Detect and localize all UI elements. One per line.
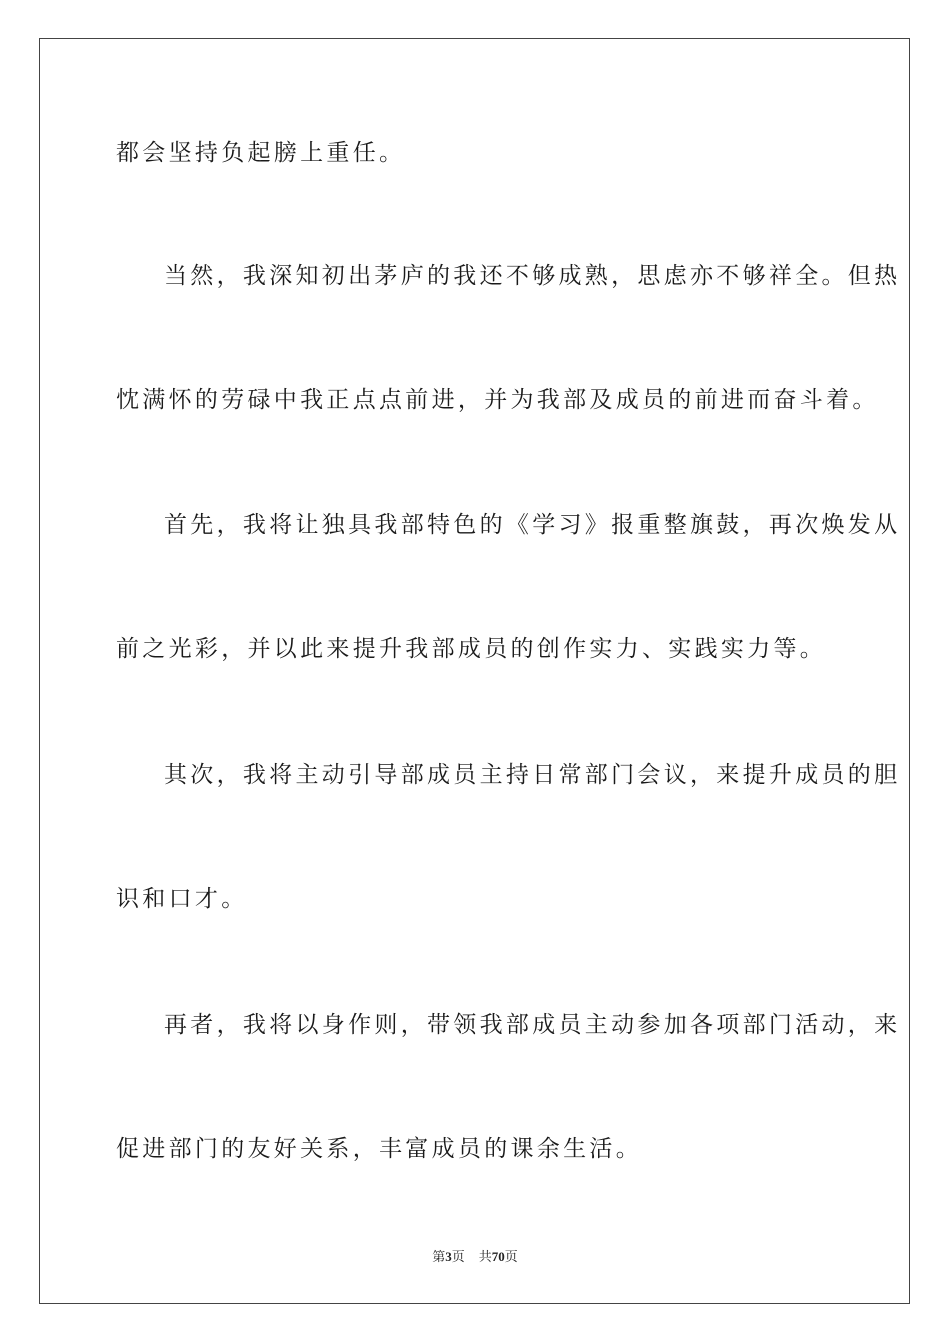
footer-total-pages: 70: [491, 1249, 505, 1264]
paragraph-line-3: 忱满怀的劳碌中我正点点前进，并为我部及成员的前进而奋斗着。: [116, 387, 879, 413]
footer-page-prefix: 第: [432, 1249, 446, 1264]
page-footer: [0, 1248, 950, 1266]
paragraph-line-5: 前之光彩，并以此来提升我部成员的创作实力、实践实力等。: [116, 636, 827, 662]
paragraph-line-8: 再者，我将以身作则，带领我部成员主动参加各项部门活动，来: [164, 1012, 901, 1038]
footer-page-suffix: 页: [451, 1249, 465, 1264]
paragraph-line-1: 都会坚持负起膀上重任。: [116, 140, 406, 166]
footer-total-suffix: 页: [504, 1249, 518, 1264]
page-border: [39, 38, 910, 1304]
footer-page-number: 3: [445, 1249, 452, 1264]
footer-total-prefix: 共: [478, 1249, 492, 1264]
paragraph-line-7: 识和口才。: [116, 886, 248, 912]
paragraph-line-2: 当然，我深知初出茅庐的我还不够成熟，思虑亦不够祥全。但热: [164, 263, 901, 289]
paragraph-line-9: 促进部门的友好关系，丰富成员的课余生活。: [116, 1136, 642, 1162]
paragraph-line-6: 其次，我将主动引导部成员主持日常部门会议，来提升成员的胆: [164, 762, 901, 788]
paragraph-line-4: 首先，我将让独具我部特色的《学习》报重整旗鼓，再次焕发从: [164, 512, 901, 538]
